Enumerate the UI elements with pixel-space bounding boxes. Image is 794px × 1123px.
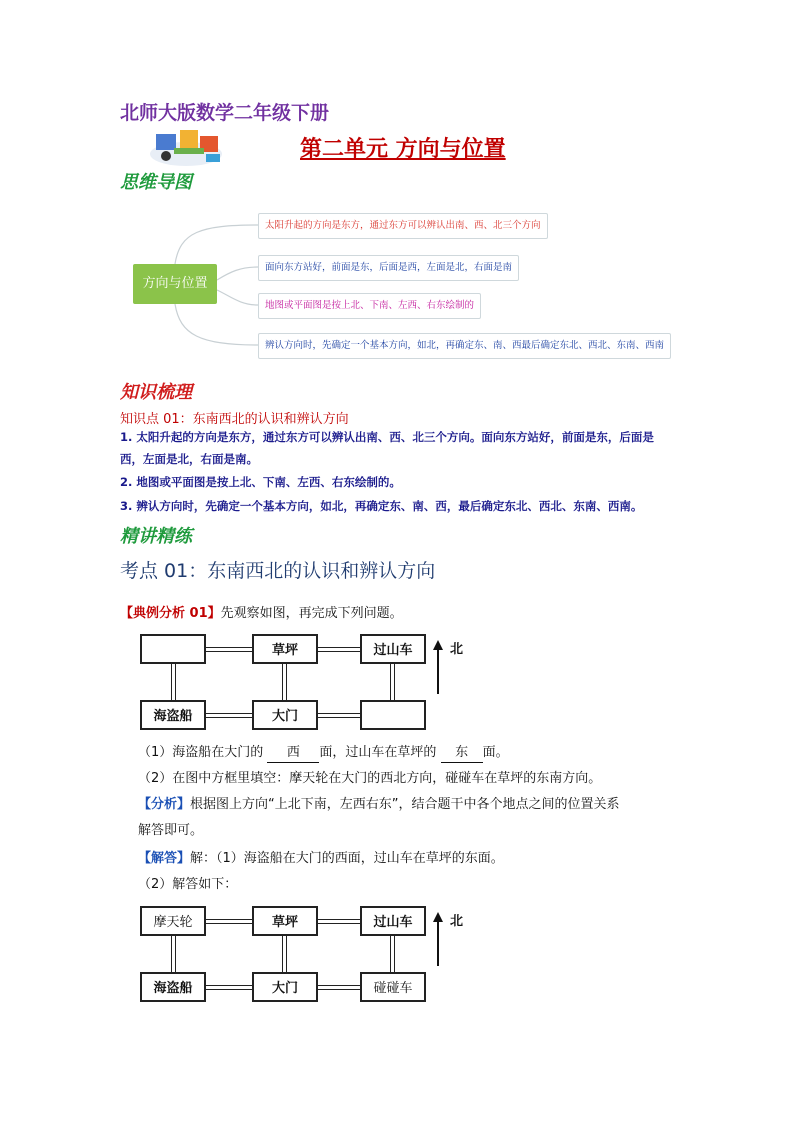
unit-title: 第二单元 方向与位置	[300, 136, 506, 162]
map-box-gate: 大门	[252, 700, 318, 730]
map-path	[390, 936, 395, 972]
question-1	[138, 744, 509, 763]
map-path	[206, 647, 252, 652]
map-diagram-question	[140, 634, 470, 734]
north-label: 北	[450, 642, 464, 657]
map-path	[318, 919, 360, 924]
knowledge-banner: 知识梳理	[120, 382, 192, 403]
map-box-roller-coaster: 过山车	[360, 634, 426, 664]
map-box-roller-coaster: 过山车	[360, 906, 426, 936]
example-tag: 【典例分析 01】	[120, 606, 221, 621]
answer-line	[138, 850, 504, 868]
question-1-text-b: 面，过山车在草坪的	[319, 745, 437, 760]
question-2: （2）在图中方框里填空：摩天轮在大门的西北方向，碰碰车在草坪的东南方向。	[138, 771, 602, 786]
knowledge-point-title: 知识点 01：东南西北的认识和辨认方向	[120, 412, 349, 427]
example-prompt	[120, 605, 403, 623]
mind-map-node: 辨认方向时，先确定一个基本方向，如北，再确定东、南、西最后确定东北、西北、东南、西南	[258, 333, 671, 359]
answer-tag: 【解答】	[138, 851, 191, 866]
question-1-text-c: 面。	[482, 745, 509, 760]
analysis-line-2: 解答即可。	[138, 823, 204, 838]
mind-map-center: 方向与位置	[133, 264, 217, 304]
map-path	[171, 936, 176, 972]
map-diagram-answer	[140, 906, 470, 1006]
mind-map-node: 地图或平面图是按上北、下南、左西、右东绘制的	[258, 293, 481, 319]
map-box-pirate-ship: 海盗船	[140, 972, 206, 1002]
answer-line-2: （2）解答如下：	[138, 877, 238, 892]
map-path	[390, 664, 395, 700]
knowledge-line: 2. 地图或平面图是按上北、下南、左西、右东绘制的。	[120, 475, 401, 489]
mind-map-node: 面向东方站好，前面是东，后面是西，左面是北，右面是南	[258, 255, 519, 281]
map-box-northwest	[140, 634, 206, 664]
map-path	[318, 985, 360, 990]
practice-banner: 精讲精练	[120, 526, 192, 547]
mind-map-node: 太阳升起的方向是东方，通过东方可以辨认出南、西、北三个方向	[258, 213, 548, 239]
map-box-pirate-ship: 海盗船	[140, 700, 206, 730]
map-box-lawn: 草坪	[252, 634, 318, 664]
answer-text: 解：（1）海盗船在大门的西面，过山车在草坪的东面。	[190, 851, 504, 866]
knowledge-line: 3. 辨认方向时，先确定一个基本方向，如北，再确定东、南、西，最后确定东北、西北、东南、西南。	[120, 499, 643, 513]
map-path	[206, 713, 252, 718]
map-path	[318, 713, 360, 718]
topic-heading: 考点 01：东南西北的认识和辨认方向	[120, 560, 436, 582]
map-box-gate: 大门	[252, 972, 318, 1002]
mind-map-banner: 思维导图	[120, 172, 192, 193]
north-label: 北	[450, 914, 464, 929]
answer-blank-1: 西	[267, 744, 319, 763]
question-1-text-a: （1）海盗船在大门的	[138, 745, 264, 760]
map-path	[206, 919, 252, 924]
map-path	[206, 985, 252, 990]
map-box-ferris-wheel: 摩天轮	[140, 906, 206, 936]
map-box-lawn: 草坪	[252, 906, 318, 936]
knowledge-line: 1. 太阳升起的方向是东方，通过东方可以辨认出南、西、北三个方向。面向东方站好，前面是东，后面是	[120, 430, 654, 444]
map-box-bumper-cars: 碰碰车	[360, 972, 426, 1002]
map-path	[318, 647, 360, 652]
north-arrow-icon	[432, 640, 444, 694]
example-prompt-text: 先观察如图，再完成下列问题。	[220, 606, 403, 621]
map-path	[282, 936, 287, 972]
answer-blank-2: 东	[441, 744, 483, 763]
analysis-line	[138, 796, 620, 814]
knowledge-line: 西，左面是北，右面是南。	[120, 452, 258, 466]
map-path	[282, 664, 287, 700]
map-box-southeast	[360, 700, 426, 730]
north-arrow-icon	[432, 912, 444, 966]
analysis-tag: 【分析】	[138, 797, 191, 812]
map-path	[171, 664, 176, 700]
series-title: 北师大版数学二年级下册	[120, 102, 330, 124]
analysis-text: 根据图上方向“上北下南，左西右东”，结合题干中各个地点之间的位置关系	[190, 797, 620, 812]
